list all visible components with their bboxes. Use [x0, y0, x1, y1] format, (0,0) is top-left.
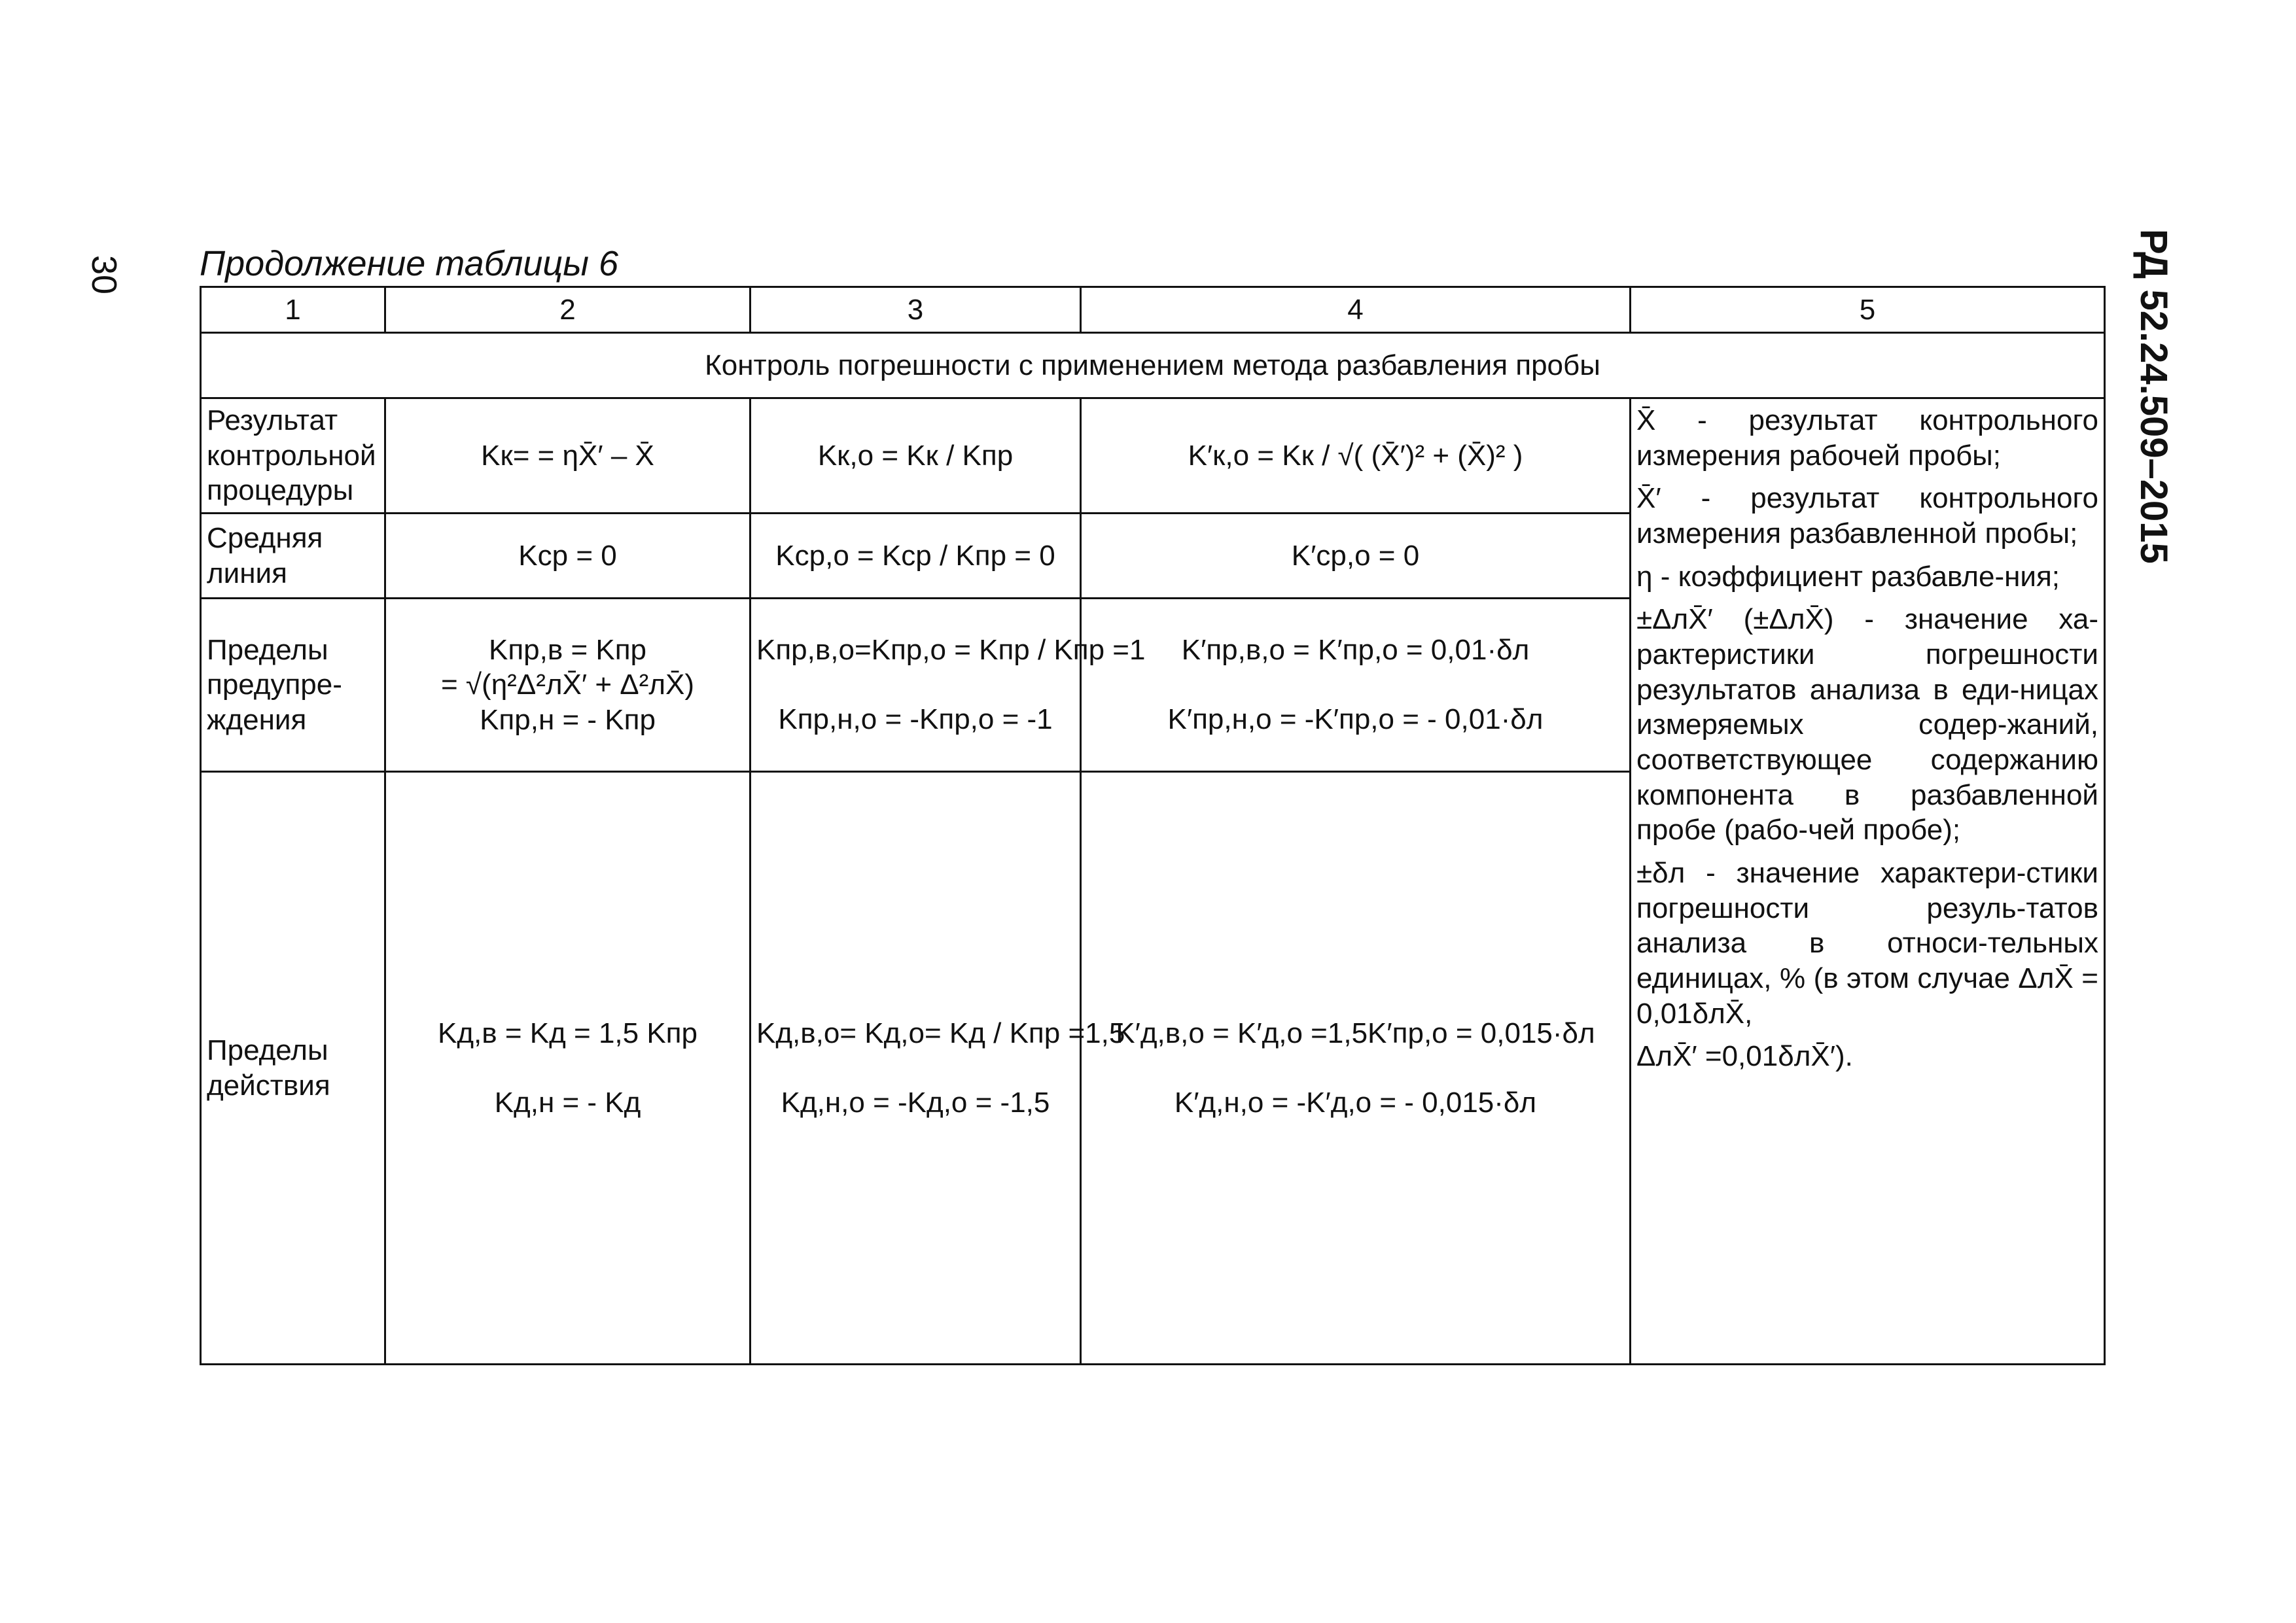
formula: Kср,о = Kср / Kпр = 0	[775, 539, 1055, 572]
note: X̄ - результат контрольного измерения рабочей пробы;	[1636, 404, 2098, 472]
formula-cell	[751, 514, 1081, 599]
page-number: 30	[84, 255, 124, 295]
formula-cell	[1081, 772, 1631, 1365]
column-header: 1	[201, 287, 385, 333]
formula: Kк,о = Kк / Kпр	[817, 439, 1014, 472]
note: ΔлX̄′ =0,01δлX̄′).	[1636, 1040, 1853, 1073]
formula: Kпр,в,о=Kпр,о = Kпр / Kпр =1	[756, 634, 1146, 667]
formula: K′пр,н,о = -K′пр,о = - 0,01·δл	[1167, 703, 1544, 736]
formula-cell	[1081, 514, 1631, 599]
control-table	[200, 286, 2106, 1365]
document-code: РД 52.24.509–2015	[2132, 229, 2175, 564]
note: η - коэффициент разбавле-ния;	[1636, 560, 2060, 593]
notes-cell	[1631, 398, 2105, 1365]
formula: Kд,в = Kд = 1,5 Kпр	[438, 1017, 698, 1049]
formula: Kпр,н = - Kпр	[480, 703, 656, 736]
row-label: Средняя линия	[201, 514, 385, 599]
section-title: Контроль погрешности с применением метода разбавления пробы	[201, 333, 2105, 398]
formula: Kпр,н,о = -Kпр,о = -1	[778, 703, 1053, 736]
row-label: Пределы предупре-ждения	[201, 599, 385, 772]
formula-cell	[751, 599, 1146, 772]
column-header: 4	[1081, 287, 1631, 333]
header-row	[201, 287, 2105, 333]
column-header: 3	[751, 287, 1081, 333]
note: ±δл - значение характери-стики погрешности резуль-татов анализа в относи-тельных единицах, % (в этом случае ΔлX̄ = 0,01δлX̄,	[1636, 857, 2098, 1030]
table-row	[201, 398, 2105, 514]
row-label: Результат контрольной процедуры	[201, 398, 385, 514]
formula-cell	[385, 599, 751, 772]
formula-cell	[385, 772, 751, 1365]
table-title: Продолжение таблицы 6	[200, 244, 619, 283]
formula: Kд,н,о = -Kд,о = -1,5	[781, 1086, 1050, 1119]
formula: Kк= = ηX̄′ – X̄	[481, 439, 654, 472]
formula: K′д,в,о = K′д,о =1,5K′пр,о = 0,015·δл	[1116, 1017, 1595, 1049]
column-header: 2	[385, 287, 751, 333]
note: X̄′ - результат контрольного измерения разбавленной пробы;	[1636, 482, 2098, 550]
formula-cell	[751, 772, 1125, 1365]
formula-cell	[385, 514, 751, 599]
row-label: Пределы действия	[201, 772, 385, 1365]
column-header: 5	[1631, 287, 2105, 333]
formula-cell	[1081, 398, 1631, 514]
note: ±ΔлX̄′ (±ΔлX̄) - значение ха-рактеристики погрешности результатов анализа в еди-ницах измеряемых содер-жаний, соответствующее содержанию компонента в разбавленной пробе (рабо-чей пробе);	[1636, 603, 2098, 846]
formula: = √(η²Δ²лX̄′ + Δ²лX̄)	[440, 669, 695, 701]
formula: K′к,о = Kк / √( (X̄′)² + (X̄)² )	[1188, 439, 1523, 472]
formula-cell	[751, 398, 1081, 514]
formula-cell	[1081, 599, 1631, 772]
formula-cell	[385, 398, 751, 514]
formula: K′д,н,о = -K′д,о = - 0,015·δл	[1174, 1086, 1537, 1119]
formula: Kд,н = - Kд	[494, 1086, 641, 1119]
section-row	[201, 333, 2105, 398]
formula: K′ср,о = 0	[1291, 539, 1420, 572]
formula: Kд,в,о= Kд,о= Kд / Kпр =1,5	[756, 1017, 1125, 1049]
formula: Kпр,в = Kпр	[488, 633, 647, 666]
formula: Kср = 0	[518, 539, 617, 572]
formula: K′пр,в,о = K′пр,о = 0,01·δл	[1181, 634, 1530, 667]
